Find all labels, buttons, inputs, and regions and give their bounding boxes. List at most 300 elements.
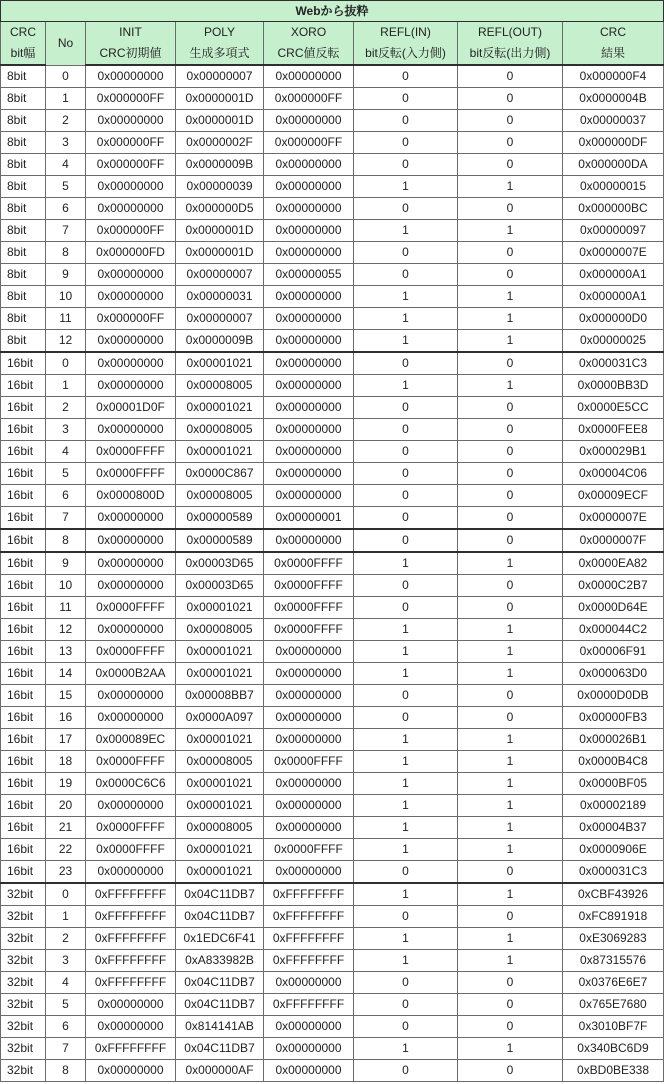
- header-init: INIT: [86, 22, 176, 44]
- cell-crc-result: 0xFC891918: [563, 906, 664, 928]
- cell-refl-in: 0: [354, 463, 458, 485]
- cell-poly: 0x0000001D: [176, 110, 264, 132]
- cell-crc-result: 0x0000D64E: [563, 597, 664, 619]
- cell-bit-width: 16bit: [1, 707, 46, 729]
- cell-refl-out: 0: [458, 906, 563, 928]
- cell-poly: 0x0000C867: [176, 463, 264, 485]
- table-row: [1, 707, 664, 729]
- cell-poly: 0x04C11DB7: [176, 994, 264, 1016]
- cell-refl-out: 0: [458, 419, 563, 441]
- cell-no: 20: [46, 795, 86, 817]
- cell-crc-result: 0x0376E6E7: [563, 972, 664, 994]
- header-row-1: [1, 22, 664, 44]
- cell-xoro: 0x000000FF: [264, 132, 354, 154]
- cell-crc-result: 0x00000097: [563, 220, 664, 242]
- table-row: [1, 1038, 664, 1060]
- cell-init: 0x0000B2AA: [86, 663, 176, 685]
- table-row: [1, 88, 664, 110]
- cell-poly: 0x00001021: [176, 641, 264, 663]
- cell-init: 0xFFFFFFFF: [86, 972, 176, 994]
- cell-init: 0x0000FFFF: [86, 641, 176, 663]
- cell-refl-out: 0: [458, 1060, 563, 1082]
- cell-bit-width: 16bit: [1, 352, 46, 375]
- cell-crc-result: 0x000031C3: [563, 861, 664, 884]
- cell-refl-in: 0: [354, 861, 458, 884]
- header-refl-in-desc: bit反転(入力側): [354, 43, 458, 65]
- cell-poly: 0x00001021: [176, 729, 264, 751]
- cell-refl-in: 1: [354, 220, 458, 242]
- cell-bit-width: 32bit: [1, 883, 46, 906]
- cell-bit-width: 8bit: [1, 220, 46, 242]
- cell-bit-width: 16bit: [1, 795, 46, 817]
- cell-init: 0x00000000: [86, 375, 176, 397]
- cell-bit-width: 8bit: [1, 198, 46, 220]
- cell-bit-width: 8bit: [1, 132, 46, 154]
- cell-xoro: 0x00000000: [264, 110, 354, 132]
- header-refl-in: REFL(IN): [354, 22, 458, 44]
- cell-poly: 0x00001021: [176, 861, 264, 884]
- cell-crc-result: 0x0000BB3D: [563, 375, 664, 397]
- cell-no: 13: [46, 641, 86, 663]
- cell-crc-result: 0x000000A1: [563, 286, 664, 308]
- cell-refl-in: 0: [354, 906, 458, 928]
- cell-poly: 0xA833982B: [176, 950, 264, 972]
- header-init-desc: CRC初期値: [86, 43, 176, 65]
- table-row: [1, 397, 664, 419]
- cell-refl-out: 0: [458, 707, 563, 729]
- cell-bit-width: 16bit: [1, 441, 46, 463]
- cell-xoro: 0x00000000: [264, 729, 354, 751]
- cell-refl-in: 0: [354, 65, 458, 88]
- cell-init: 0x00000000: [86, 507, 176, 530]
- table-row: [1, 685, 664, 707]
- header-xoro: XORO: [264, 22, 354, 44]
- cell-poly: 0x04C11DB7: [176, 883, 264, 906]
- cell-refl-out: 0: [458, 242, 563, 264]
- cell-poly: 0x00008BB7: [176, 685, 264, 707]
- cell-init: 0x000000FD: [86, 242, 176, 264]
- title-row: [1, 1, 664, 22]
- table-row: [1, 330, 664, 353]
- cell-init: 0x00000000: [86, 552, 176, 575]
- cell-refl-in: 0: [354, 110, 458, 132]
- cell-crc-result: 0x000026B1: [563, 729, 664, 751]
- cell-poly: 0x000000D5: [176, 198, 264, 220]
- cell-bit-width: 8bit: [1, 286, 46, 308]
- cell-poly: 0x00001021: [176, 441, 264, 463]
- cell-refl-out: 0: [458, 132, 563, 154]
- cell-xoro: 0x00000000: [264, 972, 354, 994]
- table-row: [1, 950, 664, 972]
- cell-init: 0x0000FFFF: [86, 817, 176, 839]
- cell-refl-out: 1: [458, 641, 563, 663]
- table-row: [1, 352, 664, 375]
- cell-refl-in: 1: [354, 883, 458, 906]
- cell-no: 0: [46, 883, 86, 906]
- table-row: [1, 463, 664, 485]
- cell-refl-in: 0: [354, 529, 458, 552]
- table-row: [1, 65, 664, 88]
- cell-xoro: 0x00000000: [264, 861, 354, 884]
- header-poly: POLY: [176, 22, 264, 44]
- cell-init: 0x00000000: [86, 65, 176, 88]
- cell-poly: 0x00000589: [176, 507, 264, 530]
- cell-poly: 0x0000001D: [176, 220, 264, 242]
- cell-refl-out: 0: [458, 264, 563, 286]
- cell-poly: 0x0000001D: [176, 242, 264, 264]
- cell-xoro: 0x00000000: [264, 154, 354, 176]
- table-row: [1, 817, 664, 839]
- cell-xoro: 0x000000FF: [264, 88, 354, 110]
- cell-poly: 0x00001021: [176, 795, 264, 817]
- header-xoro-desc: CRC値反転: [264, 43, 354, 65]
- cell-bit-width: 16bit: [1, 817, 46, 839]
- cell-no: 23: [46, 861, 86, 884]
- header-refl-out-desc: bit反転(出力側): [458, 43, 563, 65]
- table-row: [1, 286, 664, 308]
- cell-refl-in: 1: [354, 308, 458, 330]
- cell-refl-in: 0: [354, 994, 458, 1016]
- cell-refl-out: 0: [458, 597, 563, 619]
- cell-refl-in: 0: [354, 507, 458, 530]
- cell-init: 0x00000000: [86, 1060, 176, 1082]
- cell-refl-in: 0: [354, 597, 458, 619]
- cell-refl-out: 1: [458, 552, 563, 575]
- cell-init: 0x00000000: [86, 619, 176, 641]
- table-row: [1, 507, 664, 530]
- cell-xoro: 0x0000FFFF: [264, 839, 354, 861]
- cell-init: 0x0000C6C6: [86, 773, 176, 795]
- cell-poly: 0x00001021: [176, 839, 264, 861]
- cell-crc-result: 0x000044C2: [563, 619, 664, 641]
- cell-xoro: 0x00000001: [264, 507, 354, 530]
- cell-no: 5: [46, 994, 86, 1016]
- cell-bit-width: 16bit: [1, 839, 46, 861]
- cell-no: 4: [46, 154, 86, 176]
- cell-refl-in: 1: [354, 641, 458, 663]
- cell-init: 0x000000FF: [86, 132, 176, 154]
- cell-refl-in: 1: [354, 950, 458, 972]
- cell-refl-out: 1: [458, 619, 563, 641]
- table-row: [1, 176, 664, 198]
- cell-xoro: 0x00000000: [264, 220, 354, 242]
- cell-refl-out: 1: [458, 817, 563, 839]
- cell-init: 0x0000FFFF: [86, 597, 176, 619]
- cell-xoro: 0x00000000: [264, 176, 354, 198]
- table-row: [1, 242, 664, 264]
- cell-poly: 0x1EDC6F41: [176, 928, 264, 950]
- cell-bit-width: 8bit: [1, 154, 46, 176]
- cell-refl-in: 0: [354, 441, 458, 463]
- cell-refl-in: 0: [354, 1016, 458, 1038]
- cell-xoro: 0x0000FFFF: [264, 552, 354, 575]
- cell-bit-width: 8bit: [1, 176, 46, 198]
- cell-xoro: 0x00000000: [264, 685, 354, 707]
- cell-no: 15: [46, 685, 86, 707]
- cell-refl-in: 1: [354, 619, 458, 641]
- cell-poly: 0x00001021: [176, 397, 264, 419]
- cell-init: 0x000000FF: [86, 154, 176, 176]
- cell-no: 18: [46, 751, 86, 773]
- table-row: [1, 308, 664, 330]
- cell-crc-result: 0x00000025: [563, 330, 664, 353]
- cell-refl-out: 1: [458, 663, 563, 685]
- cell-xoro: 0x00000000: [264, 529, 354, 552]
- table-row: [1, 751, 664, 773]
- cell-refl-out: 0: [458, 507, 563, 530]
- cell-bit-width: 16bit: [1, 685, 46, 707]
- cell-init: 0x00000000: [86, 994, 176, 1016]
- table-row: [1, 110, 664, 132]
- cell-crc-result: 0x0000007E: [563, 507, 664, 530]
- cell-crc-result: 0x0000004B: [563, 88, 664, 110]
- cell-xoro: 0x00000000: [264, 397, 354, 419]
- cell-refl-out: 0: [458, 972, 563, 994]
- cell-crc-result: 0x000000A1: [563, 264, 664, 286]
- cell-bit-width: 8bit: [1, 242, 46, 264]
- cell-init: 0x00000000: [86, 861, 176, 884]
- cell-xoro: 0x00000055: [264, 264, 354, 286]
- table-row: [1, 419, 664, 441]
- cell-crc-result: 0x000000DF: [563, 132, 664, 154]
- cell-init: 0x000000FF: [86, 308, 176, 330]
- table-row: [1, 264, 664, 286]
- cell-refl-out: 0: [458, 575, 563, 597]
- cell-refl-in: 1: [354, 552, 458, 575]
- cell-refl-in: 0: [354, 154, 458, 176]
- cell-init: 0xFFFFFFFF: [86, 928, 176, 950]
- cell-xoro: 0x00000000: [264, 795, 354, 817]
- cell-init: 0x00000000: [86, 176, 176, 198]
- cell-crc-result: 0xCBF43926: [563, 883, 664, 906]
- cell-crc-result: 0x3010BF7F: [563, 1016, 664, 1038]
- cell-refl-in: 0: [354, 485, 458, 507]
- cell-no: 10: [46, 575, 86, 597]
- cell-init: 0xFFFFFFFF: [86, 906, 176, 928]
- cell-no: 5: [46, 463, 86, 485]
- table-row: [1, 994, 664, 1016]
- cell-xoro: 0x00000000: [264, 641, 354, 663]
- cell-init: 0x000000FF: [86, 88, 176, 110]
- cell-no: 7: [46, 507, 86, 530]
- table-row: [1, 773, 664, 795]
- cell-no: 6: [46, 485, 86, 507]
- cell-refl-out: 1: [458, 330, 563, 353]
- cell-init: 0x0000FFFF: [86, 751, 176, 773]
- table-row: [1, 529, 664, 552]
- cell-bit-width: 32bit: [1, 1016, 46, 1038]
- cell-refl-out: 1: [458, 176, 563, 198]
- header-result-desc: 結果: [563, 43, 664, 65]
- cell-refl-in: 1: [354, 817, 458, 839]
- cell-no: 19: [46, 773, 86, 795]
- cell-xoro: 0x00000000: [264, 485, 354, 507]
- cell-bit-width: 16bit: [1, 597, 46, 619]
- cell-poly: 0x00001021: [176, 773, 264, 795]
- cell-crc-result: 0x00000FB3: [563, 707, 664, 729]
- cell-refl-out: 1: [458, 375, 563, 397]
- cell-no: 8: [46, 242, 86, 264]
- cell-refl-in: 0: [354, 419, 458, 441]
- table-row: [1, 883, 664, 906]
- cell-no: 2: [46, 928, 86, 950]
- cell-refl-out: 0: [458, 397, 563, 419]
- cell-crc-result: 0x0000007E: [563, 242, 664, 264]
- cell-refl-in: 0: [354, 352, 458, 375]
- cell-bit-width: 16bit: [1, 485, 46, 507]
- cell-bit-width: 32bit: [1, 950, 46, 972]
- cell-xoro: 0x00000000: [264, 65, 354, 88]
- cell-crc-result: 0x0000BF05: [563, 773, 664, 795]
- cell-xoro: 0x00000000: [264, 817, 354, 839]
- cell-bit-width: 8bit: [1, 264, 46, 286]
- cell-bit-width: 16bit: [1, 773, 46, 795]
- cell-no: 1: [46, 88, 86, 110]
- cell-xoro: 0x00000000: [264, 1060, 354, 1082]
- table-row: [1, 729, 664, 751]
- cell-no: 22: [46, 839, 86, 861]
- cell-bit-width: 16bit: [1, 507, 46, 530]
- cell-poly: 0x04C11DB7: [176, 906, 264, 928]
- cell-init: 0x00000000: [86, 330, 176, 353]
- cell-crc-result: 0x000031C3: [563, 352, 664, 375]
- cell-xoro: 0x0000FFFF: [264, 575, 354, 597]
- cell-bit-width: 8bit: [1, 88, 46, 110]
- cell-poly: 0x00008005: [176, 375, 264, 397]
- cell-refl-in: 1: [354, 1038, 458, 1060]
- cell-xoro: 0xFFFFFFFF: [264, 928, 354, 950]
- cell-xoro: 0xFFFFFFFF: [264, 883, 354, 906]
- cell-no: 8: [46, 529, 86, 552]
- cell-poly: 0x04C11DB7: [176, 1038, 264, 1060]
- cell-crc-result: 0x00000037: [563, 110, 664, 132]
- cell-poly: 0x00008005: [176, 751, 264, 773]
- cell-refl-in: 1: [354, 795, 458, 817]
- cell-bit-width: 16bit: [1, 663, 46, 685]
- table-row: [1, 220, 664, 242]
- cell-bit-width: 32bit: [1, 1038, 46, 1060]
- cell-crc-result: 0x0000EA82: [563, 552, 664, 575]
- cell-no: 14: [46, 663, 86, 685]
- cell-bit-width: 16bit: [1, 397, 46, 419]
- cell-no: 2: [46, 110, 86, 132]
- cell-no: 16: [46, 707, 86, 729]
- cell-bit-width: 16bit: [1, 751, 46, 773]
- cell-bit-width: 8bit: [1, 110, 46, 132]
- cell-bit-width: 16bit: [1, 619, 46, 641]
- cell-no: 5: [46, 176, 86, 198]
- cell-poly: 0x00008005: [176, 485, 264, 507]
- cell-xoro: 0x00000000: [264, 308, 354, 330]
- header-crc-result: CRC: [563, 22, 664, 44]
- cell-no: 11: [46, 308, 86, 330]
- cell-no: 7: [46, 1038, 86, 1060]
- cell-poly: 0x0000009B: [176, 154, 264, 176]
- cell-init: 0x00000000: [86, 264, 176, 286]
- cell-no: 10: [46, 286, 86, 308]
- cell-poly: 0x00000589: [176, 529, 264, 552]
- cell-init: 0xFFFFFFFF: [86, 1038, 176, 1060]
- cell-no: 6: [46, 198, 86, 220]
- cell-no: 1: [46, 906, 86, 928]
- cell-bit-width: 16bit: [1, 375, 46, 397]
- cell-xoro: 0x00000000: [264, 242, 354, 264]
- cell-refl-out: 0: [458, 441, 563, 463]
- cell-poly: 0x00003D65: [176, 575, 264, 597]
- cell-no: 3: [46, 950, 86, 972]
- cell-poly: 0x000000AF: [176, 1060, 264, 1082]
- cell-refl-out: 1: [458, 773, 563, 795]
- cell-poly: 0x00000007: [176, 264, 264, 286]
- cell-no: 0: [46, 65, 86, 88]
- cell-refl-in: 1: [354, 286, 458, 308]
- cell-bit-width: 16bit: [1, 552, 46, 575]
- cell-bit-width: 8bit: [1, 65, 46, 88]
- cell-xoro: 0x0000FFFF: [264, 597, 354, 619]
- cell-poly: 0x00008005: [176, 619, 264, 641]
- cell-bit-width: 16bit: [1, 861, 46, 884]
- cell-refl-in: 0: [354, 972, 458, 994]
- cell-bit-width: 8bit: [1, 330, 46, 353]
- cell-no: 4: [46, 441, 86, 463]
- cell-refl-out: 1: [458, 220, 563, 242]
- cell-refl-in: 0: [354, 575, 458, 597]
- cell-refl-in: 1: [354, 375, 458, 397]
- cell-init: 0x0000FFFF: [86, 463, 176, 485]
- table-row: [1, 795, 664, 817]
- cell-init: 0x000089EC: [86, 729, 176, 751]
- cell-bit-width: 32bit: [1, 928, 46, 950]
- cell-refl-out: 0: [458, 154, 563, 176]
- cell-xoro: 0x00000000: [264, 773, 354, 795]
- cell-refl-out: 0: [458, 198, 563, 220]
- table-row: [1, 198, 664, 220]
- cell-init: 0x00000000: [86, 685, 176, 707]
- table-row: [1, 641, 664, 663]
- cell-refl-out: 0: [458, 352, 563, 375]
- cell-no: 2: [46, 397, 86, 419]
- cell-crc-result: 0x0000906E: [563, 839, 664, 861]
- cell-refl-in: 1: [354, 663, 458, 685]
- cell-poly: 0x00000031: [176, 286, 264, 308]
- table-row: [1, 441, 664, 463]
- cell-no: 21: [46, 817, 86, 839]
- cell-poly: 0x00000007: [176, 308, 264, 330]
- cell-crc-result: 0x000029B1: [563, 441, 664, 463]
- cell-refl-out: 0: [458, 529, 563, 552]
- table-row: [1, 619, 664, 641]
- cell-poly: 0x0000A097: [176, 707, 264, 729]
- cell-no: 12: [46, 330, 86, 353]
- cell-refl-in: 0: [354, 242, 458, 264]
- cell-crc-result: 0x00004B37: [563, 817, 664, 839]
- table-row: [1, 928, 664, 950]
- cell-refl-out: 1: [458, 729, 563, 751]
- cell-no: 6: [46, 1016, 86, 1038]
- cell-crc-result: 0x000000F4: [563, 65, 664, 88]
- cell-no: 9: [46, 264, 86, 286]
- cell-no: 4: [46, 972, 86, 994]
- cell-crc-result: 0x0000E5CC: [563, 397, 664, 419]
- cell-bit-width: 16bit: [1, 463, 46, 485]
- cell-refl-out: 0: [458, 994, 563, 1016]
- cell-refl-out: 0: [458, 110, 563, 132]
- cell-poly: 0x00008005: [176, 419, 264, 441]
- cell-xoro: 0x00000000: [264, 419, 354, 441]
- table-row: [1, 1016, 664, 1038]
- cell-crc-result: 0x000000BC: [563, 198, 664, 220]
- cell-refl-in: 0: [354, 132, 458, 154]
